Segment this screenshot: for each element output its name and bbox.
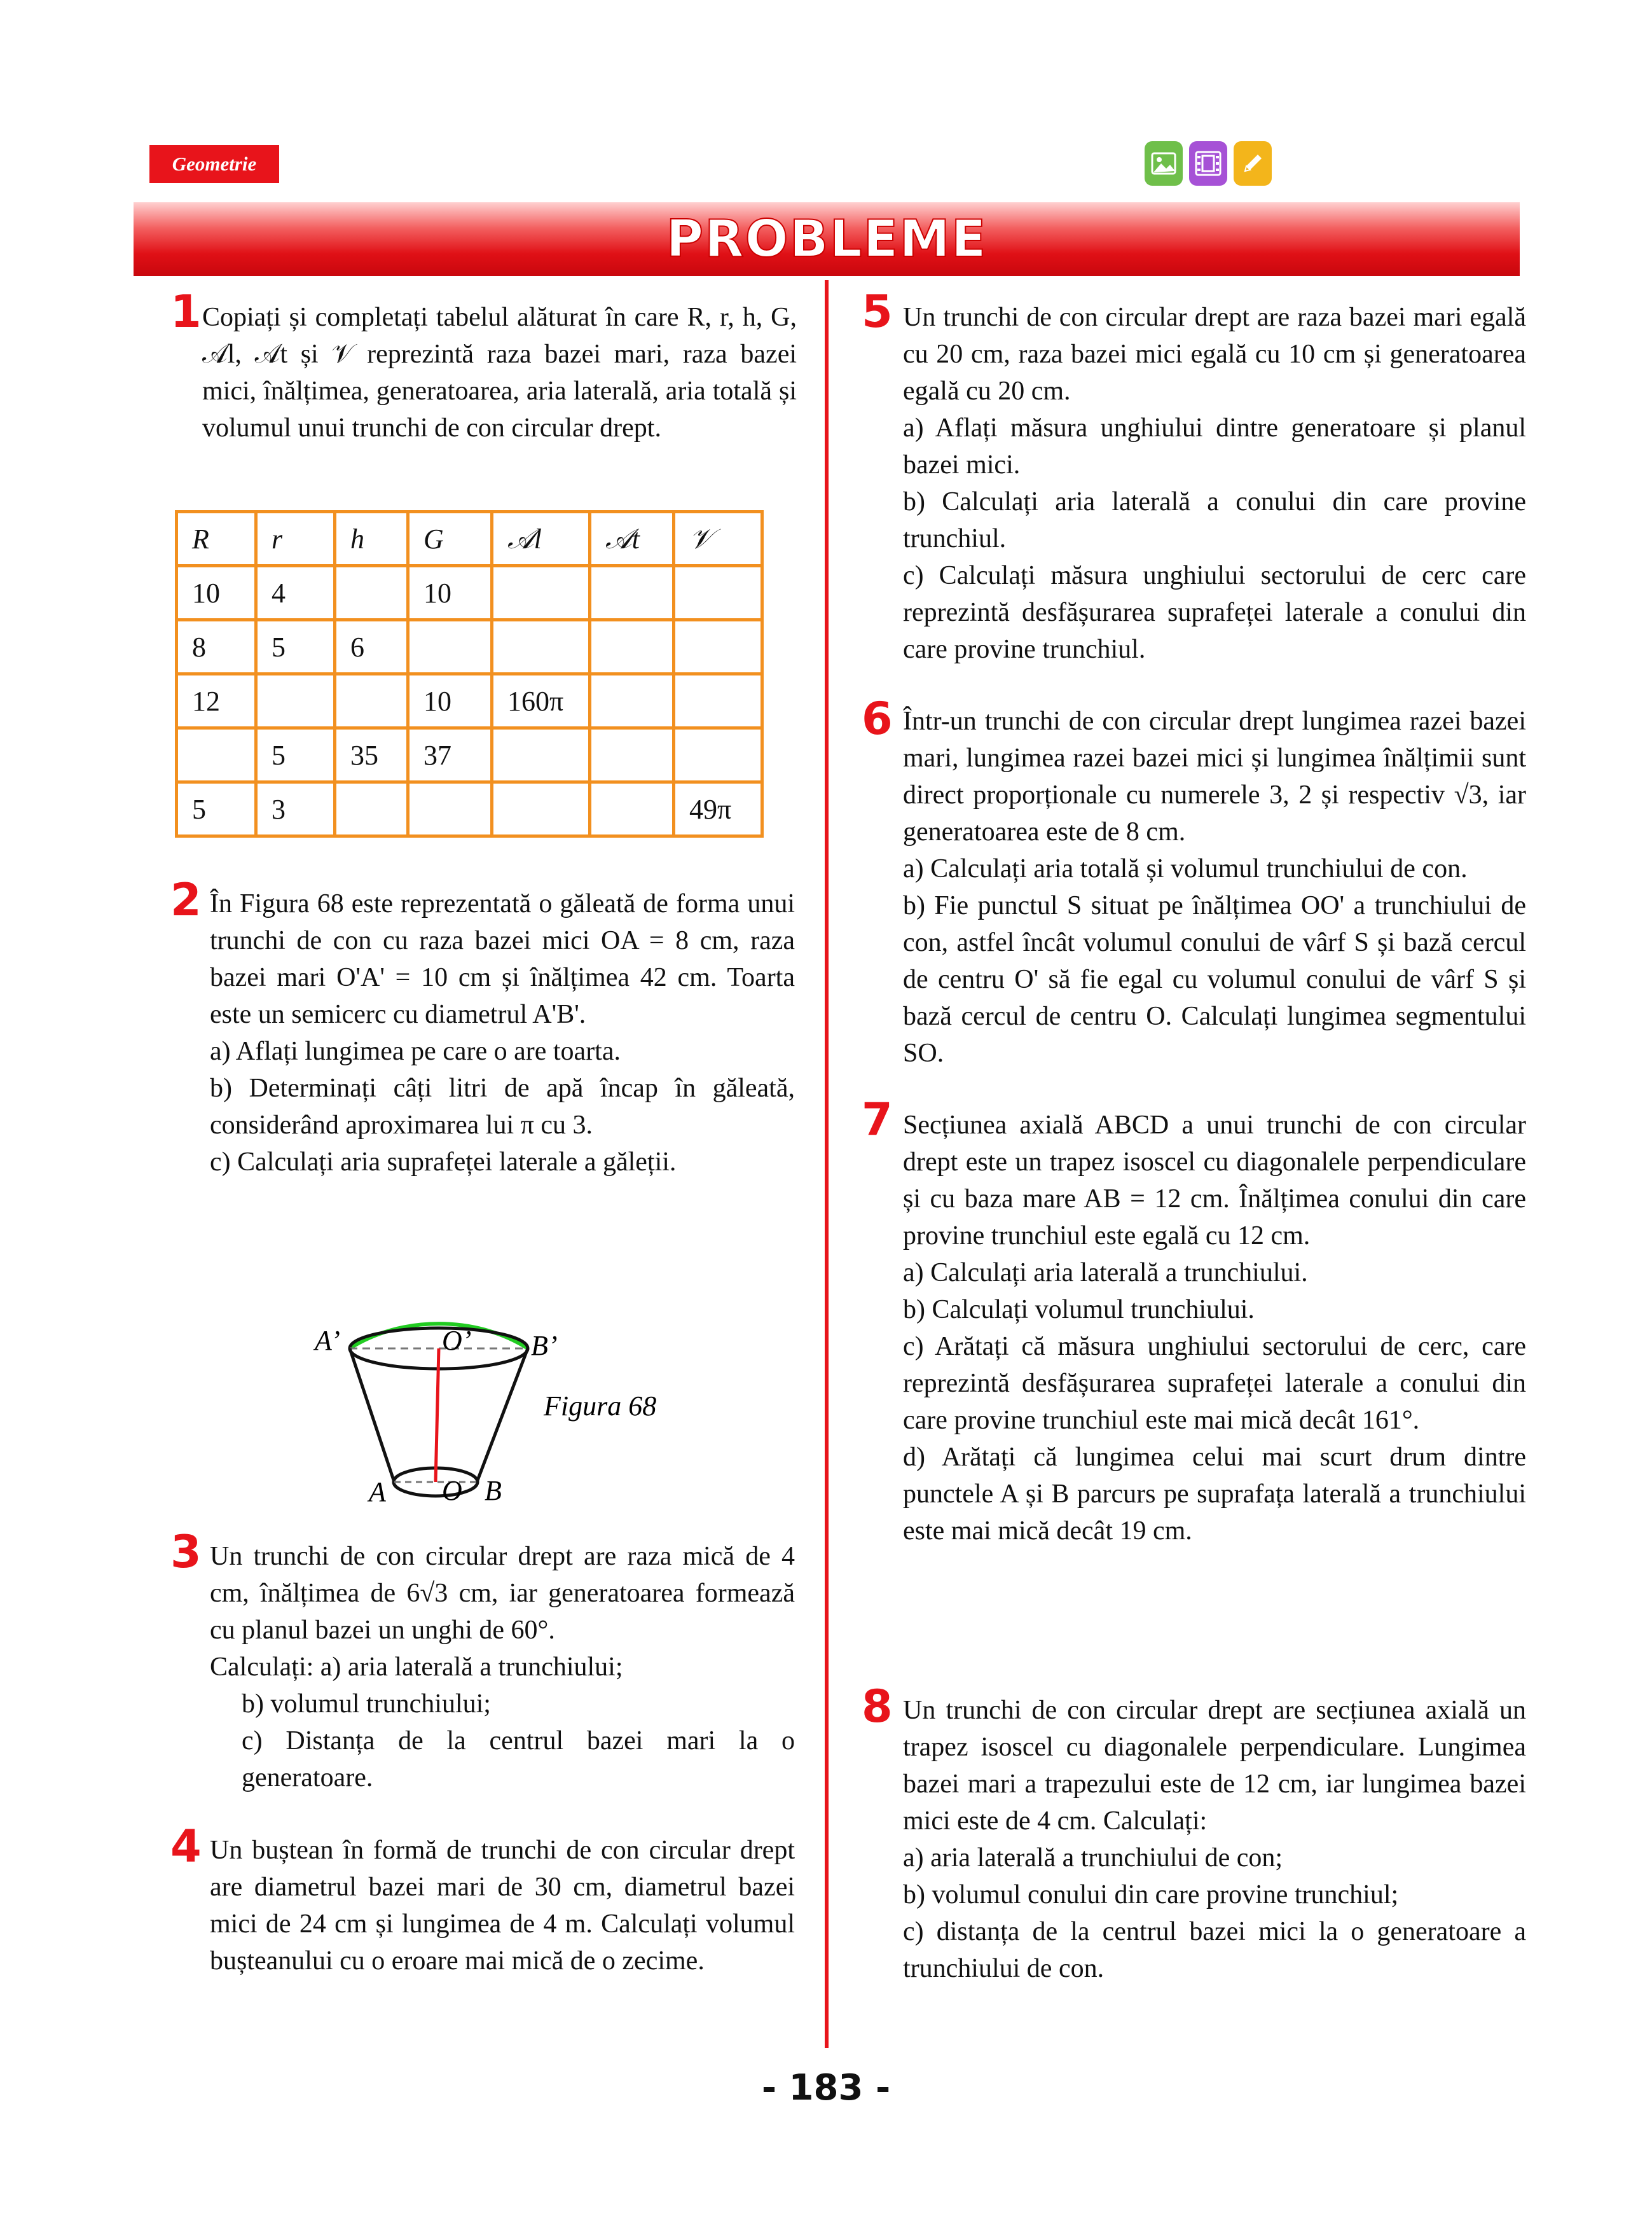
table-row <box>177 674 762 728</box>
problem-5-intro: Un trunchi de con circular drept are raza bazei mari egală cu 20 cm, raza bazei mici egală cu 10 cm și generatoarea egală cu 20 cm. <box>903 303 1526 406</box>
table-cell: 10 <box>408 674 492 728</box>
problem-7-d: d) Arătați că lungimea celui mai scurt drum dintre punctele A și B parcurs pe suprafața laterală a trunchiului este mai mică decât 19 cm. <box>903 1443 1526 1546</box>
table-cell: 5 <box>177 782 256 836</box>
table-cell <box>335 674 408 728</box>
left-generatrix <box>350 1348 394 1482</box>
table-cell <box>335 566 408 620</box>
problem-5 <box>903 299 1526 668</box>
right-generatrix <box>477 1348 528 1482</box>
table-cell: 35 <box>335 728 408 782</box>
table-cell: 6 <box>335 620 408 674</box>
table-row <box>177 782 762 836</box>
problem-7 <box>903 1107 1526 1549</box>
problem-3 <box>210 1538 795 1796</box>
table-cell <box>335 782 408 836</box>
film-icon[interactable] <box>1189 141 1227 186</box>
table-cell <box>590 566 674 620</box>
table-header: r <box>256 512 335 566</box>
table-cell <box>492 566 590 620</box>
problem-number-3: 3 <box>170 1526 202 1578</box>
label-a-prime: A’ <box>315 1325 340 1356</box>
problem-number-4: 4 <box>170 1820 202 1873</box>
table-cell: 3 <box>256 782 335 836</box>
problem-7-a: a) Calculați aria laterală a trunchiului. <box>903 1258 1308 1287</box>
pencil-icon[interactable] <box>1234 141 1272 186</box>
table-header: 𝒜t <box>590 512 674 566</box>
problem-7-b: b) Calculați volumul trunchiului. <box>903 1295 1255 1324</box>
table-cell <box>674 566 762 620</box>
table-cell <box>177 728 256 782</box>
table-cell <box>590 620 674 674</box>
problem-number-5: 5 <box>862 286 893 338</box>
problem-3-a: Calculați: a) aria laterală a trunchiului; <box>210 1652 623 1682</box>
problem-6-b: b) Fie punctul S situat pe înălțimea OO' a trunchiului de con, astfel încât volumul conului de vârf S și bază cercul de centru O' să fie egal cu volumul conului de vârf S și bază cercul de centru O. Calculați lungimea segmentului SO. <box>903 891 1526 1068</box>
problem-8-b: b) volumul conului din care provine trunchiul; <box>903 1880 1399 1909</box>
problem-number-1: 1 <box>170 286 202 338</box>
problem-1 <box>202 299 797 447</box>
label-o: O <box>442 1475 462 1506</box>
problem-3-intro: Un trunchi de con circular drept are raza mică de 4 cm, înălțimea de 6√3 cm, iar generatoarea formează cu planul bazei un unghi de 60°. <box>210 1542 795 1645</box>
table-cell <box>492 620 590 674</box>
table-cell: 10 <box>177 566 256 620</box>
table-row <box>177 620 762 674</box>
label-b: B <box>485 1475 502 1506</box>
problem-8 <box>903 1692 1526 1987</box>
problem-7-intro: Secțiunea axială ABCD a unui trunchi de con circular drept este un trapez isoscel cu diagonalele perpendiculare și cu baza mare AB = 12 cm. Înălțimea conului din care provine trunchiul este egală cu 12 cm. <box>903 1111 1526 1250</box>
problem-7-c: c) Arătați că măsura unghiului sectorului de cerc, care reprezintă desfășurarea suprafeței laterale a conului din care provine trunchiul este mai mică decât 161°. <box>903 1332 1526 1435</box>
label-a: A <box>369 1476 386 1507</box>
problem-8-c: c) distanța de la centrul bazei mici la o generatoare a trunchiului de con. <box>903 1917 1526 1983</box>
table-cell <box>256 674 335 728</box>
table-header: h <box>335 512 408 566</box>
problem-5-c: c) Calculați măsura unghiului sectorului de cerc care reprezintă desfășurarea suprafeței laterale a conului din care provine trunchiul. <box>903 561 1526 664</box>
problem-2-c: c) Calculați aria suprafeței laterale a găleții. <box>210 1147 677 1177</box>
label-b-prime: B’ <box>531 1330 558 1361</box>
column-divider <box>825 280 829 2048</box>
table-cell: 12 <box>177 674 256 728</box>
table-row <box>177 566 762 620</box>
figure-caption: Figura 68 <box>544 1390 657 1422</box>
problem-3-b: b) volumul trunchiului; <box>242 1689 491 1719</box>
table-cell: 10 <box>408 566 492 620</box>
problem-2-a: a) Aflați lungimea pe care o are toarta. <box>210 1037 621 1066</box>
problem-2-b: b) Determinați câți litri de apă încap în găleată, considerând aproximarea lui π cu 3. <box>210 1074 795 1140</box>
table-cell: 49π <box>674 782 762 836</box>
page-title: PROBLEME <box>666 209 988 268</box>
problem-8-a: a) aria laterală a trunchiului de con; <box>903 1843 1283 1873</box>
problem-number-6: 6 <box>862 693 893 745</box>
problem-1-table <box>175 510 764 838</box>
table-cell <box>590 674 674 728</box>
table-cell: 8 <box>177 620 256 674</box>
table-header: G <box>408 512 492 566</box>
table-cell <box>590 782 674 836</box>
problem-3-c: c) Distanța de la centrul bazei mari la o generatoare. <box>242 1726 795 1792</box>
problem-number-2: 2 <box>170 874 202 926</box>
problem-4 <box>210 1832 795 1979</box>
problem-number-8: 8 <box>862 1680 893 1733</box>
table-header: R <box>177 512 256 566</box>
table-header: 𝒱 <box>674 512 762 566</box>
section-tag: Geometrie <box>149 145 279 183</box>
table-cell <box>590 728 674 782</box>
problem-6-intro: Într-un trunchi de con circular drept lungimea razei bazei mari, lungimea razei bazei mici și lungimea înălțimii sunt direct proporționale cu numerele 3, 2 și respectiv √3, iar generatoarea este de 8 cm. <box>903 707 1526 847</box>
table-cell: 5 <box>256 620 335 674</box>
toolbar-icons <box>1145 141 1272 186</box>
problem-4-text: Un buștean în formă de trunchi de con circular drept are diametrul bazei mari de 30 cm, diametrul bazei mici de 24 cm și lungimea de 4 m. Calculați volumul bușteanului cu o eroare mai mică de o zecime. <box>210 1836 795 1976</box>
table-cell: 37 <box>408 728 492 782</box>
problem-6 <box>903 703 1526 1072</box>
table-cell <box>492 782 590 836</box>
table-cell <box>492 728 590 782</box>
title-banner <box>134 202 1520 276</box>
problem-5-a: a) Aflați măsura unghiului dintre generatoare și planul bazei mici. <box>903 413 1526 480</box>
image-icon[interactable] <box>1145 141 1183 186</box>
table-cell: 5 <box>256 728 335 782</box>
problem-5-b: b) Calculați aria laterală a conului din care provine trunchiul. <box>903 487 1526 553</box>
table-cell <box>408 782 492 836</box>
table-cell: 4 <box>256 566 335 620</box>
problem-6-a: a) Calculați aria totală și volumul trunchiului de con. <box>903 854 1468 883</box>
table-cell <box>674 674 762 728</box>
table-header: 𝒜l <box>492 512 590 566</box>
problem-8-intro: Un trunchi de con circular drept are secțiunea axială un trapez isoscel cu diagonalele perpendiculare. Lungimea bazei mari a trapezului este de 12 cm, iar lungimea bazei mici este de 4 cm. Calculați: <box>903 1696 1526 1836</box>
problem-2 <box>210 885 795 1181</box>
problem-1-text: Copiați și completați tabelul alăturat în care R, r, h, G, 𝒜l, 𝒜t și 𝒱 reprezintă raza bazei mari, raza bazei mici, înălțimea, generatoarea, aria laterală, aria totală și volumul unui trunchi de con circular drept. <box>202 303 797 443</box>
table-row <box>177 728 762 782</box>
problem-2-intro: În Figura 68 este reprezentată o găleată de forma unui trunchi de con cu raza bazei mici OA = 8 cm, raza bazei mari O'A' = 10 cm și înălțimea 42 cm. Toarta este un semicerc cu diametrul A'B'. <box>210 889 795 1029</box>
table-cell: 160π <box>492 674 590 728</box>
problem-number-7: 7 <box>862 1093 893 1146</box>
figure-68-bucket <box>305 1234 699 1514</box>
label-o-prime: O’ <box>442 1325 472 1356</box>
table-cell <box>674 728 762 782</box>
table-cell <box>674 620 762 674</box>
page-number: - 183 - <box>761 2067 891 2109</box>
table-cell <box>408 620 492 674</box>
